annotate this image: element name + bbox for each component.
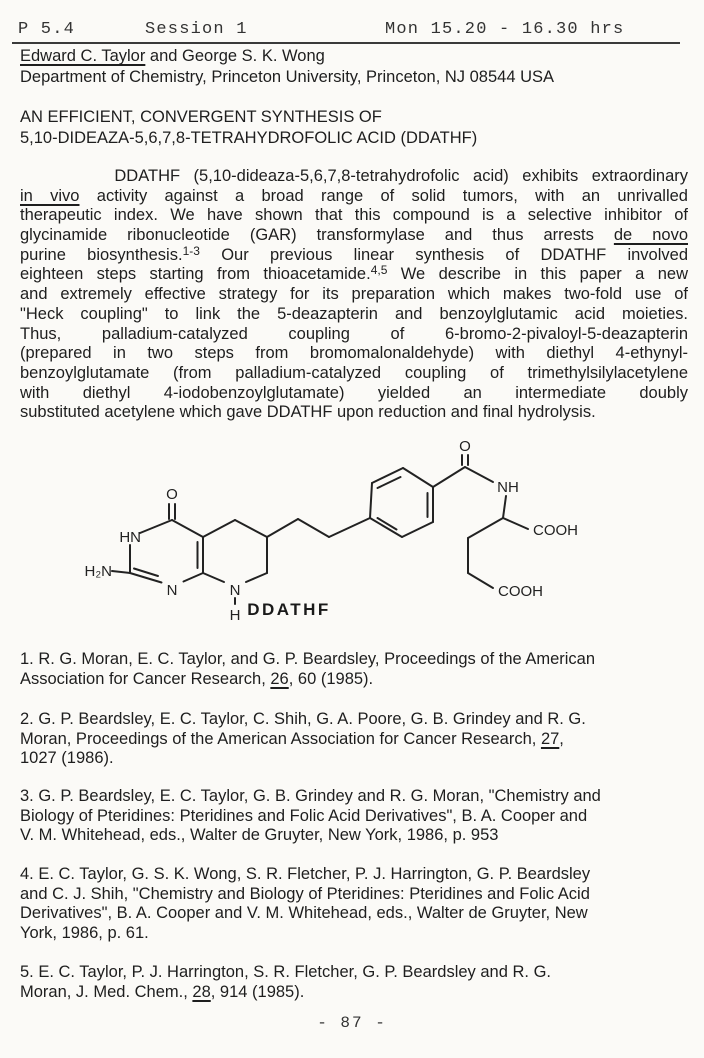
text-line <box>20 885 688 905</box>
text-segment: eighteen steps starting from thioacetamide. <box>20 265 371 284</box>
text-line <box>20 730 688 750</box>
paper-title <box>20 107 688 149</box>
text-line <box>20 344 688 364</box>
text-line <box>20 265 688 285</box>
underlined-text: in vivo <box>20 186 80 205</box>
text-line <box>20 983 688 1003</box>
text-segment: 2. G. P. Beardsley, E. C. Taylor, C. Shih, G. A. Poore, G. B. Grindey and R. G. <box>20 710 586 728</box>
text-line <box>20 285 688 305</box>
text-segment: Association for Cancer Research, <box>20 669 271 688</box>
underlined-text: de novo <box>613 226 688 245</box>
text-segment: purine biosynthesis. <box>20 245 183 264</box>
text-line <box>20 403 688 423</box>
text-line <box>20 325 688 345</box>
text-line <box>20 167 688 187</box>
underlined-text: 26 <box>270 669 289 688</box>
text-segment: DDATHF (5,10-dideaza-5,6,7,8-tetrahydrofolic acid) exhibits extraordinary <box>20 167 688 185</box>
text-line <box>20 364 688 384</box>
session-code: P 5.4 <box>18 20 76 39</box>
text-segment: V. M. Whitehead, eds., Walter de Gruyter, New York, 1986, p. 953 <box>20 826 499 844</box>
underlined-text: 27 <box>540 729 560 748</box>
text-line <box>20 749 688 769</box>
text-segment: York, 1986, p. 61. <box>20 923 149 942</box>
text-line <box>20 226 688 246</box>
text-segment: glycinamide ribonucleotide (GAR) transformylase and thus arrests <box>20 226 614 245</box>
atom-labels <box>85 438 579 624</box>
text-line <box>20 670 688 690</box>
text-line <box>20 787 688 807</box>
reference-3 <box>20 787 688 846</box>
text-line <box>20 384 688 404</box>
text-segment: , 60 (1985). <box>288 669 374 688</box>
underlined-text: 28 <box>192 982 211 1001</box>
structure-caption: DDATHF <box>247 600 331 619</box>
text-line <box>20 243 688 266</box>
superscript-citation: 1-3 <box>182 243 200 258</box>
session-name: Session 1 <box>145 20 248 39</box>
reference-5 <box>20 963 688 1002</box>
reference-2 <box>20 710 688 769</box>
session-time: Mon 15.20 - 16.30 hrs <box>385 20 625 39</box>
atom-label-n8-h: H <box>229 607 241 624</box>
atom-label-cooh-gamma: COOH <box>498 583 543 600</box>
text-segment: Our previous linear synthesis of DDATHF involved <box>199 245 688 264</box>
text-segment: 1. R. G. Moran, E. C. Taylor, and G. P. Beardsley, Proceedings of the American <box>20 650 596 668</box>
superscript-citation: 4,5 <box>370 263 388 278</box>
text-segment: 5. E. C. Taylor, P. J. Harrington, S. R. Fletcher, G. P. Beardsley and R. G. <box>20 963 551 981</box>
text-segment: substituted acetylene which gave DDATHF upon reduction and final hydrolysis. <box>20 403 596 422</box>
text-segment: 3. G. P. Beardsley, E. C. Taylor, G. B. Grindey and R. G. Moran, "Chemistry and <box>20 787 601 805</box>
atom-label-cooh-alpha: COOH <box>533 522 578 539</box>
text-segment: Derivatives", B. A. Cooper and V. M. Whitehead, eds., Walter de Gruyter, New <box>20 904 588 922</box>
atom-label-amide-o: O <box>459 438 471 455</box>
text-segment: 1027 (1986). <box>20 749 114 767</box>
text-segment: , 914 (1985). <box>210 982 305 1001</box>
text-segment: and George S. K. Wong <box>145 47 325 65</box>
text-segment: and C. J. Shih, "Chemistry and Biology of Pteridines: Pteridines and Folic Acid <box>20 884 590 903</box>
session-header <box>12 12 680 44</box>
text-segment: (prepared in two steps from bromomalonaldehyde) with diethyl 4-ethynyl- <box>20 344 688 363</box>
reference-4 <box>20 865 688 943</box>
text-segment: Moran, Proceedings of the American Association for Cancer Research, <box>20 729 541 748</box>
text-line <box>20 826 688 846</box>
atom-label-n8: N <box>229 582 241 599</box>
text-segment: We describe in this paper a new <box>387 265 688 284</box>
reference-1 <box>20 650 688 689</box>
page-number: - 87 - <box>317 1014 387 1032</box>
text-line <box>20 305 688 325</box>
text-line <box>20 206 688 226</box>
text-line <box>20 904 688 924</box>
atom-label-h2n: H₂N <box>84 563 112 580</box>
text-segment: and extremely effective strategy for its preparation which makes two-fold use of <box>20 285 688 304</box>
text-line <box>20 963 688 983</box>
text-segment: activity against a broad range of solid tumors, with an unrivalled <box>79 186 688 205</box>
text-segment: "Heck coupling" to link the 5-deazapterin and benzoylglutamic acid moieties. <box>20 304 688 323</box>
text-line <box>20 710 688 730</box>
affiliation-line: Department of Chemistry, Princeton University, Princeton, NJ 08544 USA <box>20 68 555 86</box>
text-line <box>20 187 688 207</box>
text-line <box>20 650 688 670</box>
paper-title-line-1: AN EFFICIENT, CONVERGENT SYNTHESIS OF <box>20 108 382 126</box>
atom-label-carbonyl-o: O <box>166 486 178 503</box>
authors-line <box>20 46 688 67</box>
text-line <box>20 807 688 827</box>
text-segment: , <box>559 729 564 748</box>
text-segment: Biology of Pteridines: Pteridines and Folic Acid Derivatives", B. A. Cooper and <box>20 806 588 825</box>
atom-label-n1: N <box>166 582 178 599</box>
atom-label-hn: HN <box>119 529 141 546</box>
paper-title-line-2: 5,10-DIDEAZA-5,6,7,8-TETRAHYDROFOLIC ACID (DDATHF) <box>20 129 478 147</box>
text-segment: Thus, palladium-catalyzed coupling of 6-bromo-2-pivaloyl-5-deazapterin <box>20 324 688 343</box>
text-line <box>20 924 688 944</box>
atom-label-nh: NH <box>497 479 519 496</box>
text-segment: Moran, J. Med. Chem., <box>20 982 193 1001</box>
text-segment: therapeutic index. We have shown that this compound is a selective inhibitor of <box>20 206 688 225</box>
text-segment: with diethyl 4-iodobenzoylglutamate) yielded an intermediate doubly <box>20 383 688 402</box>
text-segment: 4. E. C. Taylor, G. S. K. Wong, S. R. Fletcher, P. J. Harrington, G. P. Beardsley <box>20 865 591 883</box>
text-line <box>20 865 688 885</box>
abstract-paragraph <box>20 167 688 423</box>
underlined-text: Edward C. Taylor <box>20 47 146 65</box>
text-segment: benzoylglutamate (from palladium-catalyzed coupling of trimethylsilylacetylene <box>20 363 688 382</box>
chemical-structure-ddathf <box>0 430 704 630</box>
structure-drawing <box>0 430 704 630</box>
